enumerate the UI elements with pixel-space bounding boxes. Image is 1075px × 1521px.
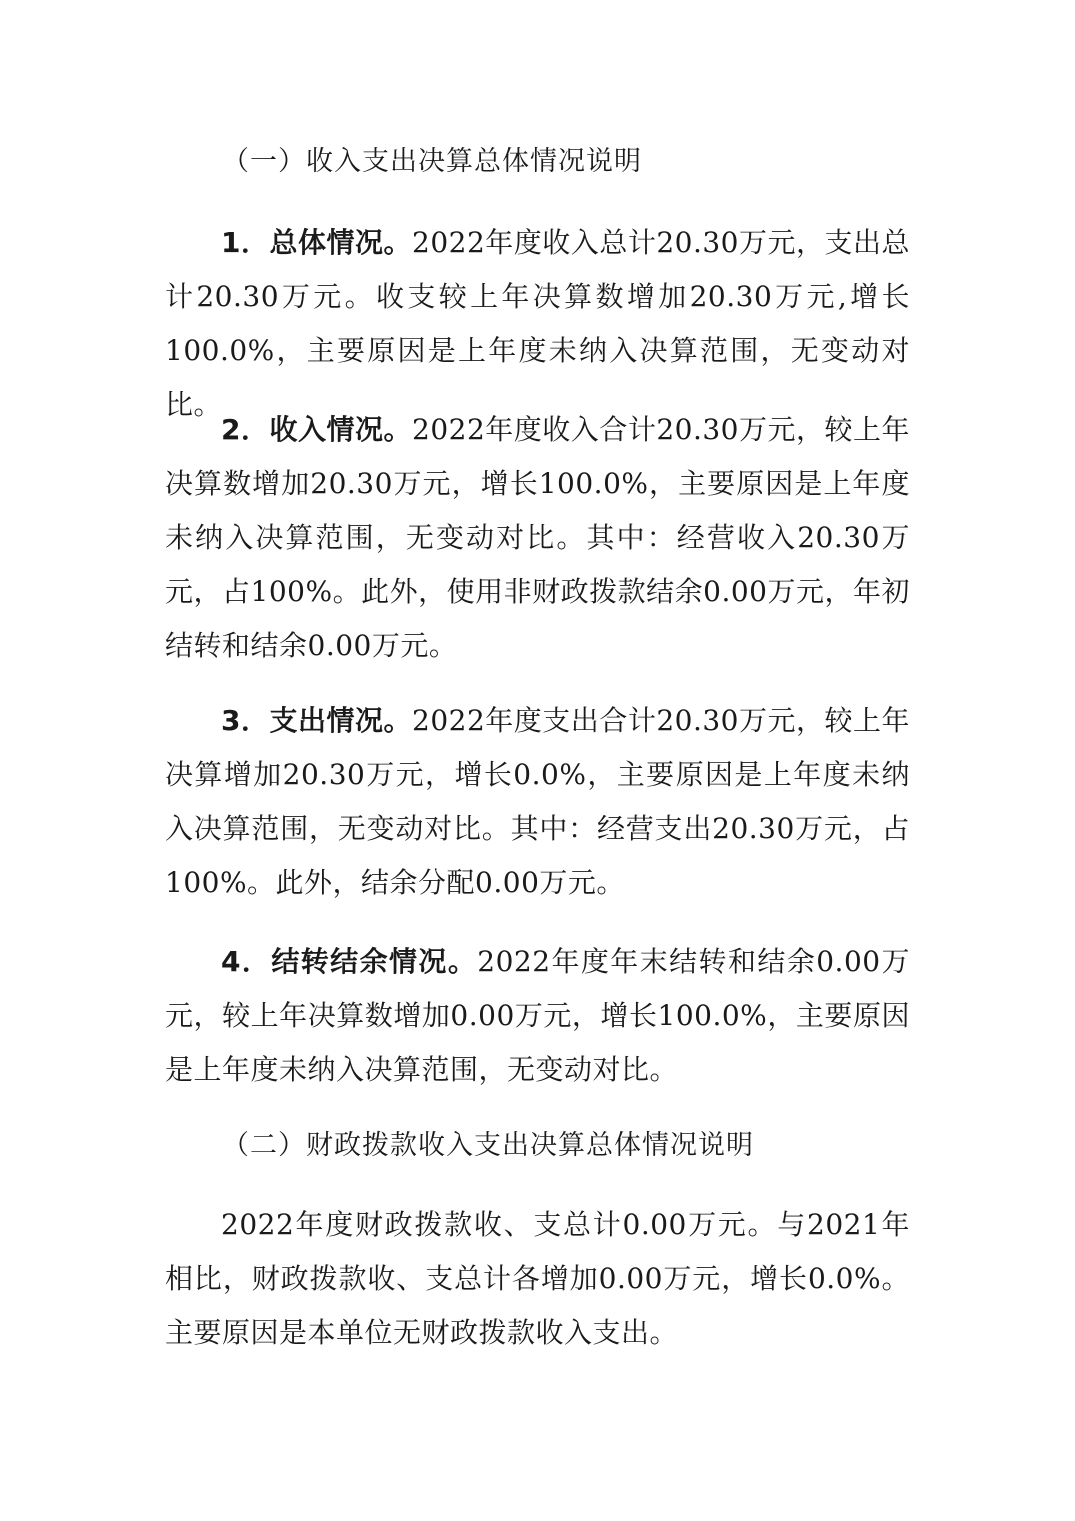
- paragraph-overall-lead: 1．总体情况。: [221, 226, 413, 259]
- paragraph-income-text: 2022年度收入合计20.30万元，较上年决算数增加20.30万元，增长100.0%，主要原因是上年度未纳入决算范围，无变动对比。其中：经营收入20.30万元，占100%。此外，使用非财政拨款结余0.00万元，年初结转和结余0.00万元。: [165, 413, 911, 662]
- paragraph-expenditure: [165, 694, 910, 910]
- paragraph-expenditure-lead: 3．支出情况。: [221, 704, 413, 737]
- paragraph-expenditure-text: 2022年度支出合计20.30万元，较上年决算增加20.30万元，增长0.0%，主要原因是上年度未纳入决算范围，无变动对比。其中：经营支出20.30万元，占100%。此外，结余分配0.00万元。: [165, 704, 911, 899]
- paragraph-carryover: [165, 935, 910, 1097]
- paragraph-overall-text: 2022年度收入总计20.30万元，支出总计20.30万元。收支较上年决算数增加20.30万元,增长100.0%，主要原因是上年度未纳入决算范围，无变动对比。: [165, 226, 911, 421]
- section-2-heading: （二）财政拨款收入支出决算总体情况说明: [222, 1130, 754, 1161]
- paragraph-fiscal-appropriation: [165, 1198, 910, 1360]
- paragraph-overall: [165, 216, 910, 432]
- paragraph-carryover-lead: 4．结转结余情况。: [221, 945, 478, 978]
- paragraph-fiscal-appropriation-text: 2022年度财政拨款收、支总计0.00万元。与2021年相比，财政拨款收、支总计各增加0.00万元，增长0.0%。主要原因是本单位无财政拨款收入支出。: [165, 1208, 910, 1349]
- section-1-heading: （一）收入支出决算总体情况说明: [222, 146, 642, 177]
- paragraph-income-lead: 2．收入情况。: [221, 413, 413, 446]
- paragraph-income: [165, 403, 910, 673]
- paragraph-carryover-text: 2022年度年末结转和结余0.00万元，较上年决算数增加0.00万元，增长100.0%，主要原因是上年度未纳入决算范围，无变动对比。: [165, 945, 911, 1086]
